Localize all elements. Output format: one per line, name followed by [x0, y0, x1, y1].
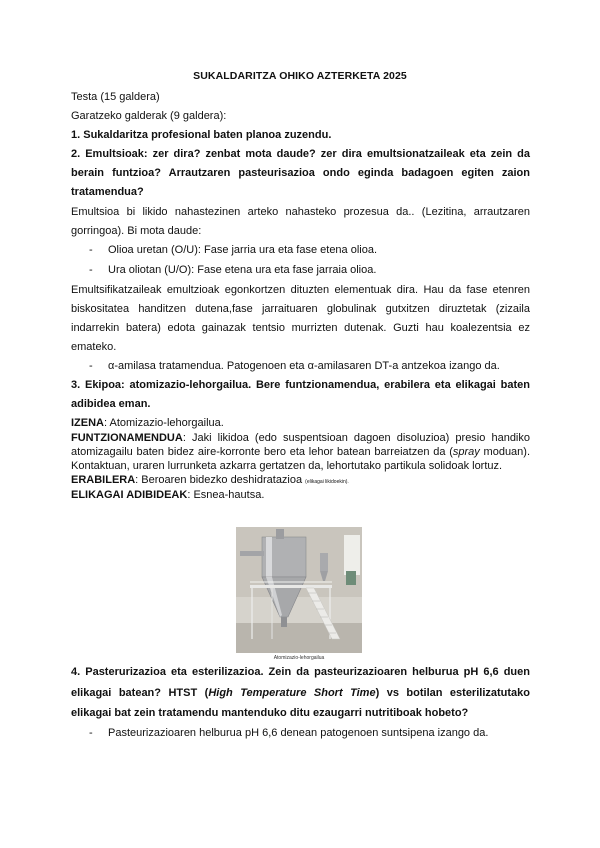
emulsifier-line: emateko.	[71, 341, 117, 353]
funtzionamendua-text: moduan).	[479, 446, 531, 458]
question-2-line: berain funtzioa? Arrautzaren pasteurisazioa ondo eginda badagoen egiten zaion	[71, 167, 530, 179]
spray-dryer-illustration	[236, 527, 362, 653]
document-title: SUKALDARITZA OHIKO AZTERKETA 2025	[193, 70, 407, 82]
funtzionamendua-line	[71, 431, 530, 446]
bullet-dash: -	[89, 244, 93, 256]
open-questions-line: Garatzeko galderak (9 galdera):	[71, 110, 227, 122]
bullet-dash: -	[89, 360, 93, 372]
question-3-line: adibidea eman.	[71, 398, 151, 410]
funtzionamendua-text: : Jaki likidoa (edo suspentsioan dagoen disoluzioa) presio handiko	[182, 432, 530, 444]
question-2-line: tratamendua?	[71, 186, 144, 198]
emulsifier-line: biskositatea handitzen dutena,fase jarraituaren globulinak gutxitzen diruztetak (zizaila	[71, 303, 530, 315]
erabilera-value: : Beroaren bidezko deshidratazioa	[135, 474, 306, 486]
adibideak-label: ELIKAGAI ADIBIDEAK	[71, 489, 188, 501]
spray-dryer-photo	[236, 527, 362, 653]
funtzionamendua-line: Kontaktuan, uraren lurrunketa azkarra gertatzen da, lehortutako partikula solidoak lortuz.	[71, 460, 503, 472]
adibideak-line	[71, 488, 530, 503]
erabilera-label: ERABILERA	[71, 474, 136, 486]
emulsifier-line: indarrekin batera) edota gainazak tentsio murrizten dutenak. Guzti hau koalezentsia ez	[71, 322, 530, 334]
list-item-text: Olioa uretan (O/U): Fase jarria ura eta fase etena olioa.	[108, 244, 378, 256]
izena-line	[71, 416, 530, 431]
emulsifier-line: Emultsifikatzaileak emultzioak egonkortzen dituzten elementuak dira. Hau da fase etenren	[71, 284, 530, 296]
izena-value: : Atomizazio-lehorgailua.	[104, 417, 224, 429]
question-2-line: 2. Emultsioak: zer dira? zenbat mota daude? zer dira emultsionatzaileak eta zein da	[71, 148, 530, 160]
question-4-text: elikagai batean? HTST (	[71, 687, 209, 699]
figure-caption: Atomizazio-lehorgailua	[273, 655, 325, 661]
htst-emphasis: High Temperature Short Time	[208, 687, 376, 699]
funtzionamendua-text: atomizagailu baten bidez aire-korronte bero eta lehor batean barreiatzen da (	[71, 446, 453, 458]
answer-2-line: gorringoa). Bi mota daude:	[71, 225, 202, 237]
adibideak-value: : Esnea-hautsa.	[187, 489, 265, 501]
question-4-text: ) vs botilan esterilizatutako	[375, 687, 531, 699]
question-1: 1. Sukaldaritza profesional baten planoa zuzendu.	[71, 129, 332, 141]
list-item-text: α-amilasa tratamendua. Patogenoen eta α-amilasaren DT-a antzekoa izango da.	[108, 360, 500, 372]
answer-2-line: Emultsioa bi likido nahastezinen arteko nahasteko prozesua da.. (Lezitina, arrautzaren	[71, 206, 530, 218]
funtzionamendua-label: FUNTZIONAMENDUA	[71, 432, 183, 444]
list-item-text: Ura oliotan (U/O): Fase etena ura eta fase jarraia olioa.	[108, 264, 377, 276]
list-item-text: Pasteurizazioaren helburua pH 6,6 denean patogenoen suntsipena izango da.	[108, 727, 489, 739]
bullet-dash: -	[89, 727, 93, 739]
spray-emphasis: spray	[452, 446, 480, 458]
izena-label: IZENA	[71, 417, 104, 429]
question-3-line: 3. Ekipoa: atomizazio-lehorgailua. Bere funtzionamendua, erabilera eta elikagai baten	[71, 379, 530, 391]
test-line: Testa (15 galdera)	[71, 91, 160, 103]
erabilera-note: (elikagai likidoekin).	[305, 479, 349, 485]
question-4-line	[71, 684, 530, 703]
question-4-line: 4. Pasterurizazioa eta esterilizazioa. Zein da pasteurizazioaren helburua pH 6,6 duen	[71, 666, 530, 678]
funtzionamendua-line	[71, 445, 530, 460]
bullet-dash: -	[89, 264, 93, 276]
question-4-line: elikagai bat zein tratamendu mantenduko ditu ezaugarri nutritiboak hobeto?	[71, 707, 469, 719]
